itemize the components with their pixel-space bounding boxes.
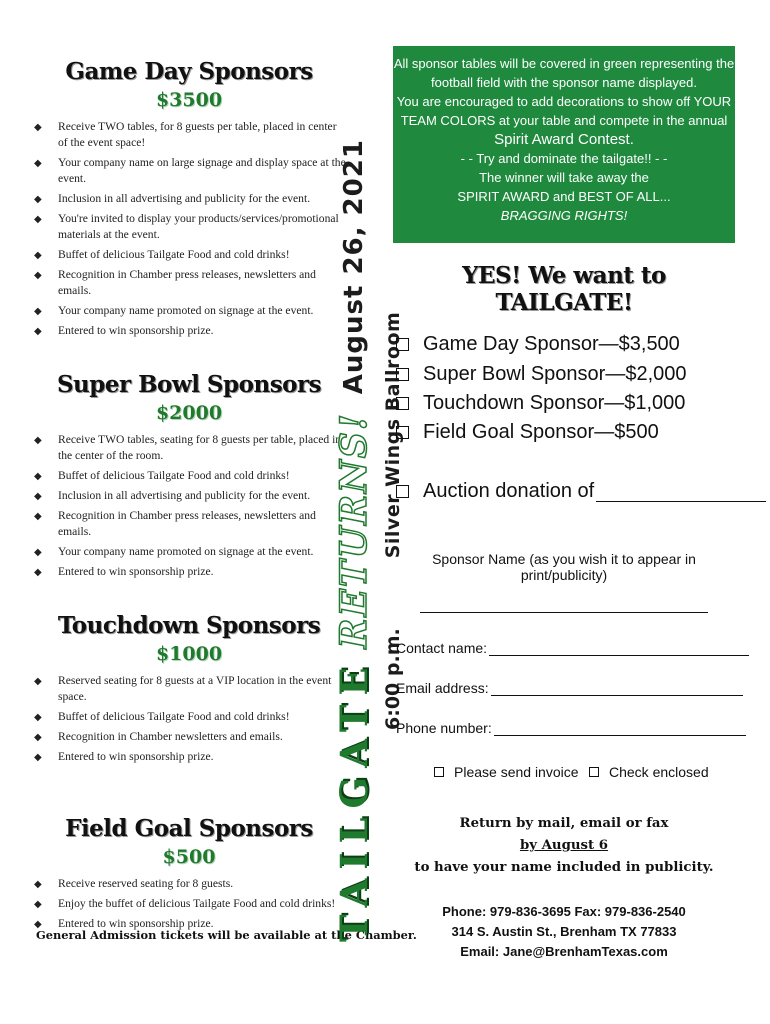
phone-field[interactable] — [494, 721, 746, 736]
option-game-day[interactable] — [396, 333, 680, 356]
diamond-bullet-icon: ◆ — [34, 122, 42, 133]
event-venue: Silver Wings Ballroom — [382, 311, 404, 559]
email-contact: Email: Jane@BrenhamTexas.com — [460, 944, 668, 959]
diamond-bullet-icon: ◆ — [34, 879, 42, 890]
event-date: August 26, 2021 — [339, 139, 369, 395]
checkbox-icon[interactable] — [396, 426, 409, 439]
option-auction[interactable] — [396, 480, 766, 503]
tier-benefits — [30, 119, 348, 339]
diamond-bullet-icon: ◆ — [34, 435, 42, 446]
tier-price: $1000 — [155, 643, 223, 665]
list-item: ◆ Buffet of delicious Tailgate Food and cold drinks! — [30, 709, 348, 725]
diamond-bullet-icon: ◆ — [34, 214, 42, 225]
diamond-bullet-icon: ◆ — [34, 250, 42, 261]
returns-title: RETURNS! — [333, 412, 375, 649]
diamond-bullet-icon: ◆ — [34, 547, 42, 558]
list-item: ◆ Receive TWO tables, for 8 guests per table, placed in center of the event space! — [34, 120, 337, 149]
checkbox-icon[interactable] — [589, 767, 599, 777]
checkbox-icon[interactable] — [396, 397, 409, 410]
contact-name-row — [396, 640, 749, 656]
check-option[interactable] — [589, 764, 709, 780]
diamond-bullet-icon: ◆ — [34, 158, 42, 169]
list-item: ◆ Enjoy the buffet of delicious Tailgate Food and cold drinks! — [30, 896, 348, 912]
tier-benefits — [30, 673, 348, 765]
diamond-bullet-icon: ◆ — [34, 919, 42, 930]
list-item: ◆ Reserved seating for 8 guests at a VIP location in the event space. — [34, 674, 332, 703]
diamond-bullet-icon: ◆ — [34, 712, 42, 723]
tier-title: Game Day Sponsors — [65, 58, 313, 85]
diamond-bullet-icon: ◆ — [34, 511, 42, 522]
checkbox-icon[interactable] — [396, 368, 409, 381]
email-row — [396, 680, 743, 696]
tier-super-bowl — [30, 371, 348, 580]
diamond-bullet-icon: ◆ — [34, 567, 42, 578]
auction-field[interactable] — [596, 481, 766, 502]
list-item: ◆ Receive TWO tables, seating for 8 guests per table, placed in the center of the room. — [34, 433, 342, 462]
option-touchdown[interactable] — [396, 392, 685, 415]
return-line: to have your name included in publicity. — [414, 860, 714, 875]
list-item: ◆ Entered to win sponsorship prize. — [30, 916, 348, 932]
diamond-bullet-icon: ◆ — [34, 732, 42, 743]
option-super-bowl[interactable] — [396, 363, 687, 386]
diamond-bullet-icon: ◆ — [34, 899, 42, 910]
list-item: ◆ Entered to win sponsorship prize. — [30, 749, 348, 765]
diamond-bullet-icon: ◆ — [34, 194, 42, 205]
return-instructions — [393, 813, 735, 879]
info-line: The winner will take away the — [479, 170, 649, 185]
sponsor-name-label: Sponsor Name (as you wish it to appear in print/publicity) — [432, 551, 696, 583]
tailgate-title: TAILGATE — [332, 658, 376, 942]
list-item: ◆ Your company name on large signage and display space at the event. — [34, 156, 346, 185]
option-field-goal[interactable] — [396, 421, 659, 444]
contact-info — [393, 902, 735, 962]
list-item: ◆ Entered to win sponsorship prize. — [30, 564, 348, 580]
option-label: Auction donation of — [423, 480, 595, 502]
tier-price: $2000 — [155, 402, 223, 424]
list-item: ◆ You're invited to display your products/services/promotional materials at the event. — [34, 212, 339, 241]
address: 314 S. Austin St., Brenham TX 77833 — [451, 924, 677, 939]
check-label: Check enclosed — [609, 764, 709, 780]
tier-game-day — [30, 58, 348, 339]
return-deadline: by August 6 — [519, 838, 609, 853]
diamond-bullet-icon: ◆ — [34, 306, 42, 317]
checkbox-icon[interactable] — [434, 767, 444, 777]
tier-benefits — [30, 876, 348, 932]
list-item: ◆ Inclusion in all advertising and publicity for the event. — [30, 191, 348, 207]
diamond-bullet-icon: ◆ — [34, 676, 42, 687]
info-line: You are encouraged to add decorations to show off YOUR — [396, 94, 732, 109]
info-line: - - Try and dominate the tailgate!! - - — [460, 151, 668, 166]
contact-name-field[interactable] — [489, 641, 749, 656]
option-label: Game Day Sponsor—$3,500 — [423, 333, 680, 355]
tier-price: $3500 — [155, 89, 223, 111]
tier-price: $500 — [162, 846, 216, 868]
diamond-bullet-icon: ◆ — [34, 471, 42, 482]
checkbox-icon[interactable] — [396, 485, 409, 498]
sponsor-tiers — [30, 52, 348, 936]
diamond-bullet-icon: ◆ — [34, 752, 42, 763]
info-line: TEAM COLORS at your table and compete in the annual — [400, 113, 728, 128]
info-line: football field with the sponsor name displayed. — [431, 75, 697, 90]
list-item: ◆ Buffet of delicious Tailgate Food and cold drinks! — [30, 468, 348, 484]
phone-fax: Phone: 979-836-3695 Fax: 979-836-2540 — [442, 904, 686, 919]
list-item: ◆ Entered to win sponsorship prize. — [30, 323, 348, 339]
invoice-option[interactable] — [434, 764, 579, 780]
sponsor-name-field[interactable] — [420, 612, 708, 613]
list-item: ◆ Inclusion in all advertising and publicity for the event. — [30, 488, 348, 504]
list-item: ◆ Recognition in Chamber newsletters and emails. — [30, 729, 348, 745]
form-heading: YES! We want to TAILGATE! — [462, 262, 666, 316]
phone-label: Phone number: — [396, 720, 492, 736]
info-line: Spirit Award Contest. — [494, 131, 634, 148]
tier-title: Super Bowl Sponsors — [56, 371, 322, 398]
email-label: Email address: — [396, 680, 489, 696]
invoice-label: Please send invoice — [454, 764, 579, 780]
diamond-bullet-icon: ◆ — [34, 491, 42, 502]
info-line: BRAGGING RIGHTS! — [500, 208, 628, 223]
diamond-bullet-icon: ◆ — [34, 326, 42, 337]
list-item: ◆ Your company name promoted on signage at the event. — [30, 544, 348, 560]
tier-benefits — [30, 432, 348, 580]
option-label: Field Goal Sponsor—$500 — [423, 421, 659, 443]
checkbox-icon[interactable] — [396, 338, 409, 351]
phone-row — [396, 720, 746, 736]
list-item: ◆ Your company name promoted on signage at the event. — [30, 303, 348, 319]
tier-title: Field Goal Sponsors — [65, 815, 313, 842]
contact-name-label: Contact name: — [396, 640, 488, 656]
return-line: Return by mail, email or fax — [459, 816, 669, 831]
info-line: All sponsor tables will be covered in green representing the — [393, 56, 735, 71]
list-item: ◆ Buffet of delicious Tailgate Food and cold drinks! — [30, 247, 348, 263]
spirit-award-info-box — [393, 46, 735, 243]
tier-touchdown — [30, 612, 348, 765]
option-label: Touchdown Sponsor—$1,000 — [423, 392, 686, 414]
email-field[interactable] — [491, 681, 743, 696]
tier-title: Touchdown Sponsors — [57, 612, 321, 639]
diamond-bullet-icon: ◆ — [34, 270, 42, 281]
list-item: ◆ Receive reserved seating for 8 guests. — [30, 876, 348, 892]
list-item: ◆ Recognition in Chamber press releases, newsletters and emails. — [34, 268, 316, 297]
list-item: ◆ Recognition in Chamber press releases, newsletters and emails. — [34, 509, 316, 538]
event-time: 6:00 p.m. — [382, 628, 404, 730]
info-line: SPIRIT AWARD and BEST OF ALL... — [457, 189, 671, 204]
option-label: Super Bowl Sponsor—$2,000 — [423, 363, 687, 385]
tier-field-goal — [30, 815, 348, 932]
general-admission-note: General Admission tickets will be available at the Chamber. — [36, 928, 417, 942]
